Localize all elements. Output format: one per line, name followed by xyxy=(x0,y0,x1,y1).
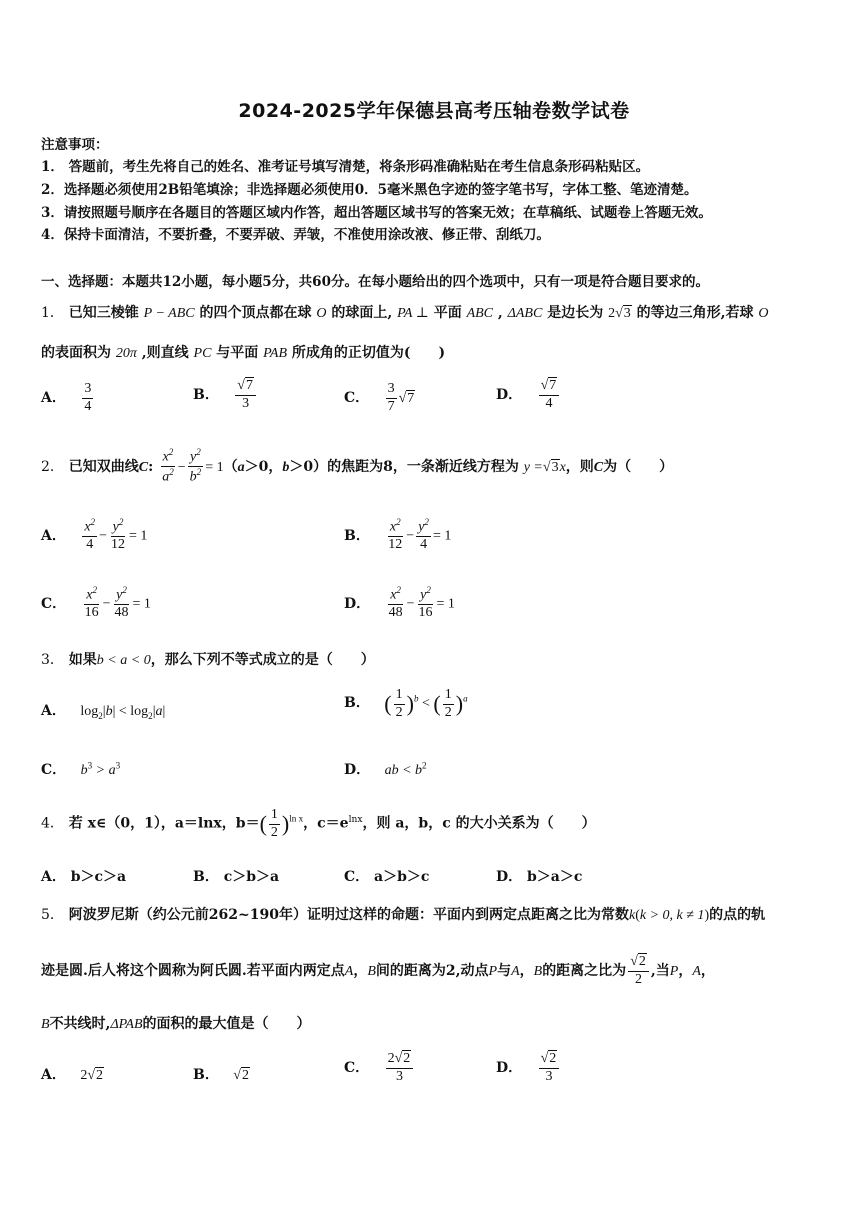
q2-option-d[interactable]: D． $\frac{x^2}{48}$ − $\frac{y^2}{16}$ = 1 xyxy=(344,585,455,621)
fraction xyxy=(539,379,560,411)
q1-math: O xyxy=(758,306,769,321)
q5-text: 的点的轨 xyxy=(709,907,766,923)
numerator: $x^2$ xyxy=(388,586,403,605)
notice-item-4: 4．保持卡面清洁，不要折叠，不要弄破、弄皱，不准使用涂改液、修正带、刮纸刀。 xyxy=(41,227,550,243)
fraction: $\frac{1}{2}$ xyxy=(270,807,278,840)
q2-math: C xyxy=(138,459,149,475)
notice-heading: 注意事项： xyxy=(41,137,109,153)
question-4-line-1 xyxy=(41,808,596,840)
q5-math: k > 0, k ≠ 1 xyxy=(639,908,705,923)
q3-text: 如果 xyxy=(68,652,97,668)
numerator: $y^2$ xyxy=(416,518,431,537)
numerator: $x^2$ xyxy=(84,586,99,605)
option-label: D． xyxy=(344,762,371,778)
q5-math: A xyxy=(511,964,520,980)
denominator: 4 xyxy=(545,395,553,411)
var-b: b xyxy=(189,470,197,485)
var-x: x xyxy=(84,519,91,535)
q5-text: 阿波罗尼斯（约公元前262~190年）证明过这样的命题：平面内到两定点距离之比为常数 xyxy=(68,907,629,923)
numerator: 3 xyxy=(82,382,93,399)
option-math: ab < $b^2$ xyxy=(384,760,427,778)
notice-item-1: 1． 答题前，考生先将自己的姓名、准考证号填写清楚，将条形码准确粘贴在考生信息条形码粘贴区。 xyxy=(41,159,650,175)
numerator: $x^2$ xyxy=(82,518,97,537)
fraction: $\frac{1}{2}$ xyxy=(395,687,403,720)
q1-text: 是边长为 xyxy=(547,305,604,321)
equals: = 1 xyxy=(129,528,148,544)
option-math: √2 xyxy=(233,1068,249,1083)
equals: = 1 xyxy=(205,459,224,475)
q1-math: P − ABC xyxy=(143,306,195,321)
numerator: $x^2$ xyxy=(161,448,176,467)
denominator: 3 xyxy=(545,1068,553,1084)
numerator: √2 xyxy=(539,1052,560,1069)
q5-math: A xyxy=(692,964,701,980)
denominator: 3 xyxy=(242,395,250,411)
denominator: 16 xyxy=(418,605,433,621)
q1-text: 与平面 xyxy=(216,345,259,361)
radicand: 2 xyxy=(403,1051,411,1066)
q1-text: 的表面积为 xyxy=(41,345,111,361)
denominator: 16 xyxy=(84,605,99,621)
q1-option-b[interactable] xyxy=(193,379,258,411)
var-y: y xyxy=(420,587,427,603)
fraction xyxy=(113,586,131,621)
sqrt-symbol: √3 xyxy=(615,306,631,321)
option-label: C． xyxy=(344,390,370,407)
log-fn: log xyxy=(130,704,149,719)
q3-option-b[interactable] xyxy=(344,688,468,720)
q5-text: ,当 xyxy=(650,963,670,980)
q1-text: , xyxy=(497,305,503,321)
denominator: 48 xyxy=(388,605,403,621)
denominator: 4 xyxy=(84,398,92,414)
q1-text: ,则直线 xyxy=(141,345,189,361)
q5-math: ΔPAB xyxy=(110,1017,143,1032)
numerator: √2 xyxy=(628,955,649,972)
var-y: y xyxy=(112,519,119,535)
denominator: 4 xyxy=(420,537,428,553)
numerator: √7 xyxy=(539,379,560,396)
question-5-line-3 xyxy=(41,1013,311,1033)
radicand: 2 xyxy=(241,1068,249,1083)
numerator: √7 xyxy=(235,379,256,396)
denominator: 2 xyxy=(635,971,643,987)
q4-option-a[interactable]: A． b＞c＞a xyxy=(41,869,127,885)
question-1-line-2 xyxy=(41,342,445,362)
q5-math: B xyxy=(41,1017,50,1032)
fraction xyxy=(416,518,431,553)
q2-text: 为（ ） xyxy=(603,458,674,475)
var-b: b xyxy=(80,763,88,778)
fraction xyxy=(628,955,649,987)
notice-item-3: 3．请按照题号顺序在各题目的答题区域内作答，超出答题区域书写的答案无效；在草稿纸、试题卷上答题无效。 xyxy=(41,205,712,221)
q4-text: ，c＝e xyxy=(303,815,349,832)
question-number: 5． xyxy=(41,907,64,923)
q2-text: ＞0， xyxy=(244,458,283,475)
q1-radicand: 3 xyxy=(623,306,631,321)
var-y: y xyxy=(190,449,197,465)
q1-text: 的等边三角形,若球 xyxy=(636,305,754,321)
radicand: 7 xyxy=(549,378,557,393)
option-label: C． xyxy=(41,762,67,778)
q1-math: PC xyxy=(193,346,212,361)
fraction xyxy=(386,518,404,553)
q5-math: P xyxy=(488,964,498,980)
page-title: 2024-2025学年保德县高考压轴卷数学试卷 xyxy=(238,100,630,122)
option-label: C． xyxy=(344,1060,370,1077)
q5-text: 迹是圆.后人将这个圆称为阿氏圆.若平面内两定点 xyxy=(41,963,345,980)
fraction xyxy=(417,586,435,621)
numerator: 2√2 xyxy=(386,1052,414,1069)
q3-text: ，那么下列不等式成立的是（ ） xyxy=(150,652,375,668)
q1-text: 所成角的正切值为( ) xyxy=(291,345,446,361)
q5-option-a[interactable] xyxy=(41,1064,104,1084)
var-x: x xyxy=(86,587,93,603)
equals: = 1 xyxy=(432,528,452,544)
option-math: $b^3 > a^3$ xyxy=(80,760,121,778)
question-number: 2． xyxy=(41,458,64,475)
notice-item-2: 2．选择题必须使用2B铅笔填涂；非选择题必须使用0．5毫米黑色字迹的签字笔书写，字体工整、笔迹清楚。 xyxy=(41,182,698,198)
q1-text: 的四个顶点都在球 xyxy=(199,305,312,321)
q1-text: 的球面上, xyxy=(331,305,393,321)
fraction xyxy=(386,1052,414,1084)
denominator: 12 xyxy=(111,537,125,553)
fraction xyxy=(539,1052,560,1084)
option-label: B． xyxy=(344,695,370,712)
q2-math: b xyxy=(282,459,290,475)
q1-option-a[interactable] xyxy=(41,382,95,414)
q1-math: ΔABC xyxy=(507,306,543,321)
q1-math: PAB xyxy=(263,346,288,361)
coefficient: 2 xyxy=(387,1051,395,1066)
q4-option-b[interactable]: B． c＞b＞a xyxy=(193,869,280,885)
q2-text: 已知双曲线 xyxy=(68,458,139,475)
question-number: 3． xyxy=(41,652,64,668)
option-math: ( $\frac{1}{2}$ )$^{ln x}$ xyxy=(259,807,304,840)
exponent: lnx xyxy=(348,814,363,825)
q5-text: ， xyxy=(678,963,693,980)
q5-text: 不共线时, xyxy=(49,1016,111,1032)
option-math: $\log_2|b| < \log_2|a|$ xyxy=(80,704,166,721)
option-label: A． xyxy=(41,390,66,407)
radicand: 3 xyxy=(551,459,559,475)
log-fn: log xyxy=(80,704,99,719)
radicand: 7 xyxy=(407,391,415,407)
denominator: $a^2$ xyxy=(162,467,174,485)
numerator: $y^2$ xyxy=(418,586,433,605)
question-5-line-2 xyxy=(41,955,715,987)
exponent: ln x xyxy=(289,813,304,824)
q2-option-c[interactable]: C． $\frac{x^2}{16}$ − $\frac{y^2}{48}$ = 1 xyxy=(41,585,151,621)
option-label: B． xyxy=(193,1067,219,1083)
q2-option-a[interactable]: A． $\frac{x^2}{4}$ − $\frac{y^2}{12}$ = 1 xyxy=(41,517,148,553)
q3-option-a[interactable] xyxy=(41,700,165,721)
radicand: 2 xyxy=(96,1068,104,1083)
q5-text: 的距离之比为 xyxy=(542,963,627,980)
numerator: 3 xyxy=(386,382,397,399)
q1-text: 平面 xyxy=(433,305,462,321)
denominator: 3 xyxy=(395,1068,403,1084)
var-x: x xyxy=(162,449,169,465)
q1-math: PA ⊥ xyxy=(397,306,429,321)
q3-option-d[interactable] xyxy=(344,759,427,779)
option-label: A． xyxy=(41,703,66,719)
q1-option-c[interactable] xyxy=(344,382,415,414)
fraction xyxy=(82,382,93,414)
coefficient: 2 xyxy=(80,1068,88,1083)
var-x: x xyxy=(389,519,397,535)
q5-text: 的面积的最大值是（ ） xyxy=(142,1016,311,1032)
fraction xyxy=(160,448,176,486)
q5-option-d[interactable] xyxy=(496,1052,561,1084)
q1-option-d[interactable] xyxy=(496,379,561,411)
var-a: a xyxy=(162,470,170,485)
radicand: 2 xyxy=(549,1051,557,1066)
question-number: 4． xyxy=(41,815,64,832)
fraction xyxy=(188,448,204,486)
fraction xyxy=(387,586,405,621)
option-label: D． xyxy=(496,1060,523,1077)
equals: = 1 xyxy=(436,596,455,612)
q3-option-c[interactable] xyxy=(41,759,120,779)
var-y: y xyxy=(116,587,123,603)
q5-option-c[interactable] xyxy=(344,1052,415,1084)
fraction xyxy=(109,518,127,553)
fraction xyxy=(83,586,101,621)
fraction: $\frac{1}{2}$ xyxy=(444,687,452,720)
q5-math: B xyxy=(367,964,376,980)
option-math: 2√2 xyxy=(80,1068,104,1083)
numerator: $y^2$ xyxy=(188,448,203,467)
sqrt-symbol: √3 xyxy=(542,459,559,475)
option-label: D． xyxy=(344,595,371,612)
q5-math: B xyxy=(533,964,543,980)
q4-text: ，则 a，b，c 的大小关系为（ ） xyxy=(362,815,596,832)
question-1-line-1 xyxy=(41,302,769,322)
radicand: 2 xyxy=(638,954,646,969)
q2-math: y = xyxy=(523,459,543,475)
q1-math: O xyxy=(316,306,327,321)
q5-text: 间的距离为2,动点 xyxy=(375,963,489,980)
q2-text: （ xyxy=(223,458,238,475)
option-label: A． xyxy=(41,527,66,544)
question-3-line-1 xyxy=(41,649,375,669)
numerator: $y^2$ xyxy=(114,586,129,605)
q2-math: C xyxy=(593,459,604,475)
q5-text: 与 xyxy=(497,963,512,980)
question-5-line-1: 5． 阿波罗尼斯（约公元前262~190年）证明过这样的命题：平面内到两定点距离之比为常数k(k > 0, k ≠ 1)的点的轨 xyxy=(41,907,766,923)
question-number: 1． xyxy=(41,305,64,321)
equals: = 1 xyxy=(132,596,151,612)
option-expr: ab < b xyxy=(384,763,423,778)
option-label: B． xyxy=(344,527,370,544)
option-label: C． xyxy=(41,595,67,612)
q4-option-d[interactable]: D． b＞a＞c xyxy=(496,869,583,885)
q5-math: k xyxy=(628,908,636,923)
q1-math: 20π xyxy=(115,346,137,361)
denominator: 7 xyxy=(387,398,395,414)
q4-option-c[interactable]: C． a＞b＞c xyxy=(344,869,430,885)
question-2-line-1: 2． 已知双曲线C: $\frac{x^2}{a^2}$ − $\frac{y^2}{b^2}$ = 1（a＞0，b＞0）的焦距为8，一条渐近线方程为 y =√3x，则C为（ ） xyxy=(41,447,674,485)
q2-math: x xyxy=(559,459,566,475)
q2-math: a xyxy=(237,459,245,475)
fraction xyxy=(82,518,97,553)
numerator: $y^2$ xyxy=(111,518,126,537)
radicand: 7 xyxy=(245,378,253,393)
q2-option-b[interactable]: B． $\frac{x^2}{12}$ − $\frac{y^2}{4}$ = 1 xyxy=(344,517,452,553)
denominator: $b^2$ xyxy=(189,467,202,485)
option-label: B． xyxy=(193,387,219,404)
sqrt-symbol: √7 xyxy=(398,391,415,407)
q2-text: ，则 xyxy=(565,458,594,475)
q2-text: ＞0）的焦距为8，一条渐近线方程为 xyxy=(289,458,519,475)
denominator: 12 xyxy=(388,537,403,553)
var-x: x xyxy=(390,587,397,603)
option-label: D． xyxy=(496,387,523,404)
q3-math: b < a < 0 xyxy=(96,653,151,668)
q5-text: ， xyxy=(700,963,715,980)
q2-text: : xyxy=(148,458,154,475)
q1-text: 已知三棱锥 xyxy=(68,305,139,321)
denominator: 4 xyxy=(86,537,94,553)
option-label: A． xyxy=(41,1067,66,1083)
q5-text: ， xyxy=(353,963,368,980)
denominator: 48 xyxy=(114,605,129,621)
q1-math: 2 xyxy=(608,306,616,321)
var-y: y xyxy=(418,519,425,535)
q5-math: P xyxy=(669,964,679,980)
q4-text: 若 x∈（0，1），a＝lnx，b＝ xyxy=(68,815,260,832)
q5-text: ， xyxy=(519,963,534,980)
section-heading: 一、选择题：本题共12小题，每小题5分，共60分。在每小题给出的四个选项中，只有一项是符合题目要求的。 xyxy=(41,274,709,290)
option-math: ( $\frac{1}{2}$ )$^b$ < ( $\frac{1}{2}$ )$^a$ xyxy=(384,687,468,720)
numerator: $x^2$ xyxy=(388,518,403,537)
fraction xyxy=(235,379,256,411)
q1-math: ABC xyxy=(466,306,494,321)
q5-math: A xyxy=(344,964,354,980)
q5-option-b[interactable] xyxy=(193,1064,250,1084)
fraction xyxy=(386,382,397,414)
